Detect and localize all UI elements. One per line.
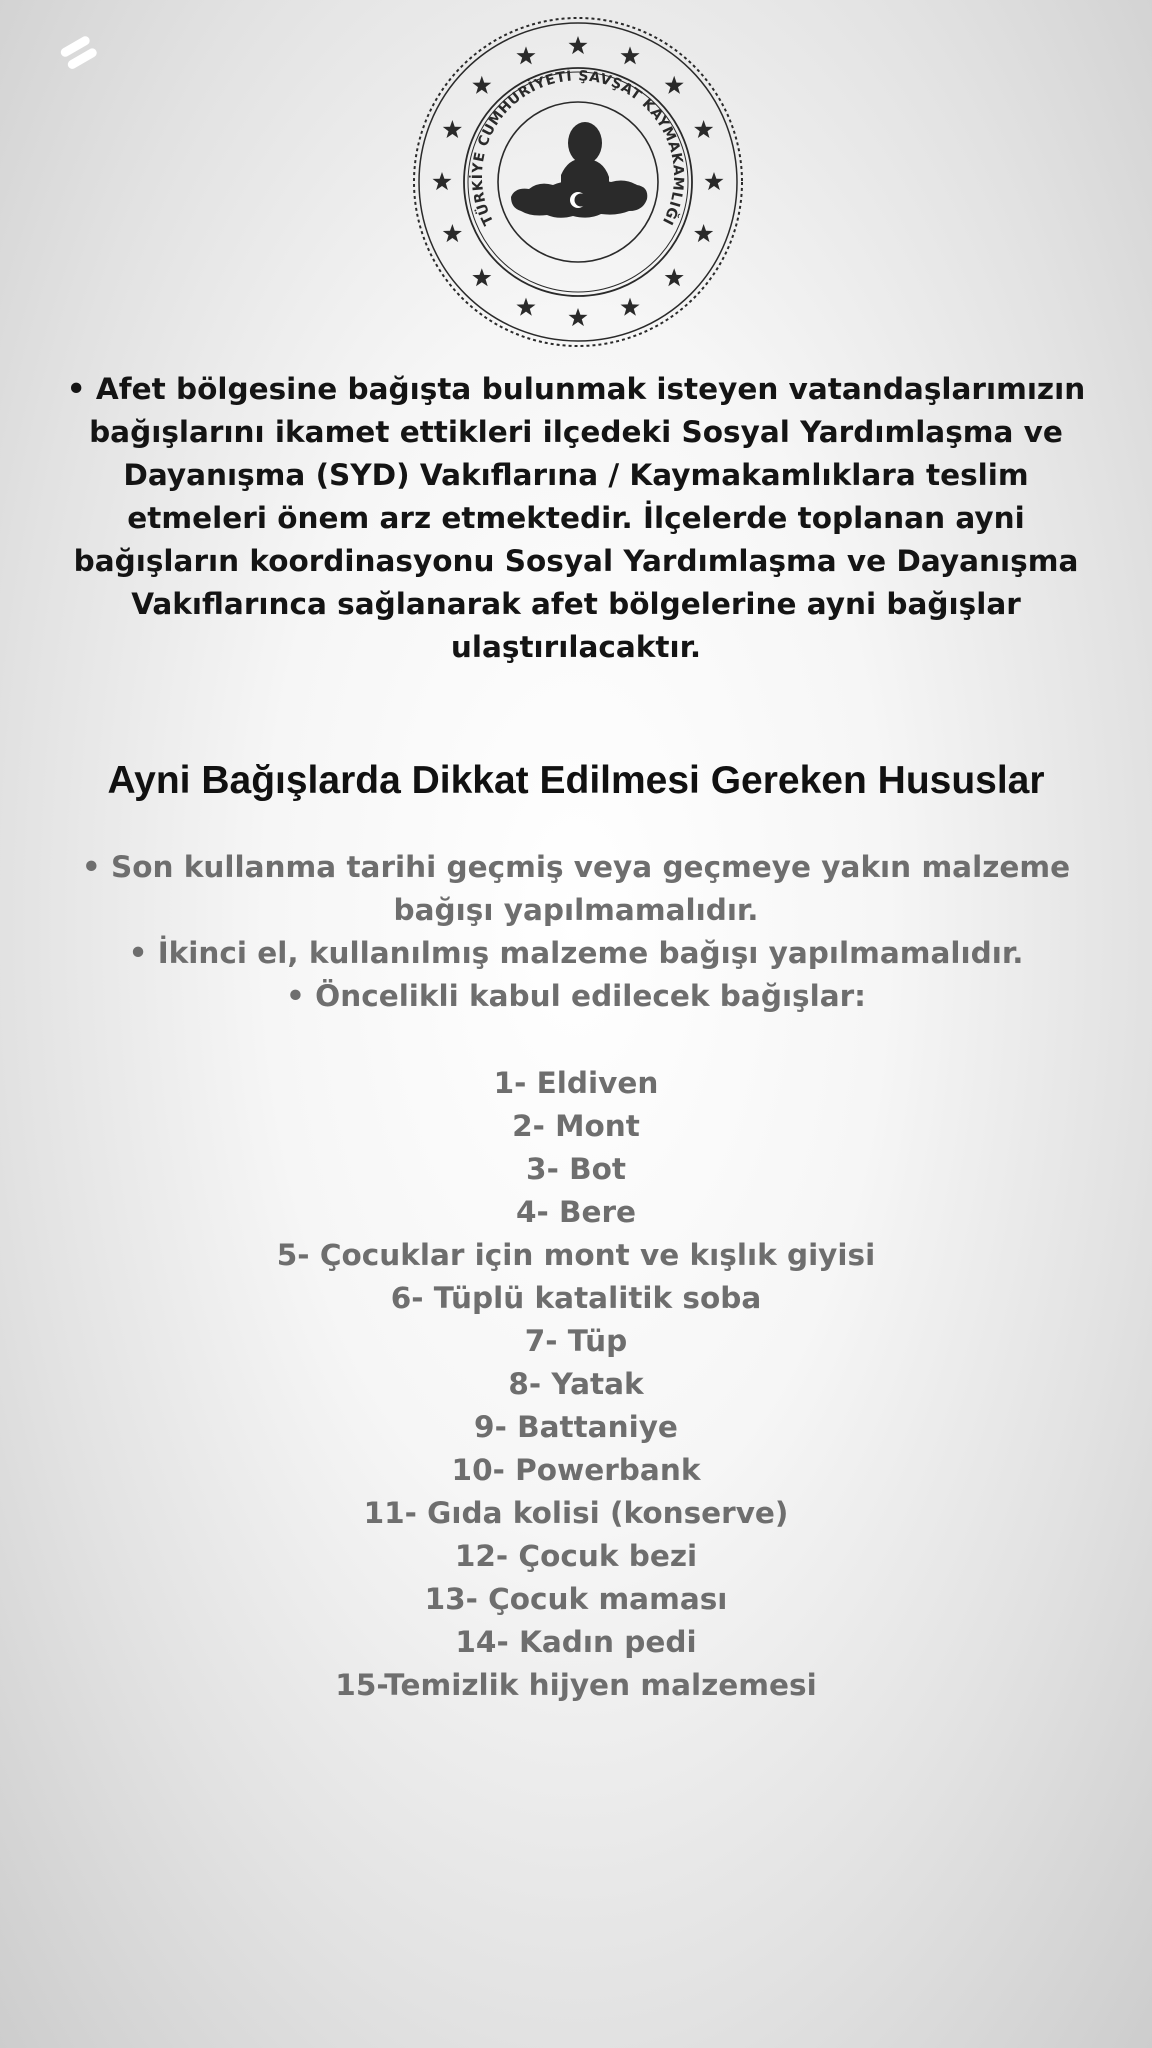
donation-item: 12- Çocuk bezi (454, 1539, 698, 1573)
seal-star-icon (694, 120, 713, 138)
seal-star-icon (694, 224, 713, 242)
donation-item: 5- Çocuklar için mont ve kışlık giyisi (276, 1238, 876, 1272)
notes-list (70, 846, 1082, 1018)
donation-item: 14- Kadın pedi (455, 1625, 697, 1659)
donation-item: 15-Temizlik hijyen malzemesi (335, 1668, 817, 1702)
donation-item: 3- Bot (526, 1152, 626, 1186)
donation-item: 7- Tüp (524, 1324, 628, 1358)
donation-list (140, 1062, 1012, 1707)
stacked-bars-icon[interactable] (56, 30, 102, 76)
donation-item: 2- Mont (512, 1109, 640, 1143)
seal-star-icon (516, 298, 535, 316)
note-item: • İkinci el, kullanılmış malzeme bağışı yapılmamalıdır. (128, 936, 1024, 970)
intro-paragraph: • Afet bölgesine bağışta bulunmak isteyen vatandaşlarımızın bağışlarını ikamet ettikleri ilçedeki Sosyal Yardımlaşma ve Dayanışma (SYD) Vakıflarına / Kaymakamlıklara teslim etmeleri önem arz etmektedir. İlçelerde toplanan ayni bağışların koordinasyonu Sosyal Yardımlaşma ve Dayanışma Vakıflarınca sağlanarak afet bölgelerine ayni bağışlar ulaştırılacaktır. (66, 372, 1086, 664)
seal-star-icon (665, 268, 684, 286)
seal-star-icon (665, 76, 684, 94)
donation-item: 9- Battaniye (474, 1410, 678, 1444)
svg-text:TÜRKİYE CUMHURİYETİ ŞAVŞAT KAY: TÜRKİYE CUMHURİYETİ ŞAVŞAT KAYMAKAMLIĞI (469, 68, 687, 228)
seal-star-icon (569, 36, 588, 54)
seal-star-icon (516, 46, 535, 64)
donation-item: 4- Bere (515, 1195, 637, 1229)
donation-item: 8- Yatak (508, 1367, 644, 1401)
seal-star-icon (472, 76, 491, 94)
seal-star-icon (472, 268, 491, 286)
seal-star-icon (443, 120, 462, 138)
donation-item: 11- Gıda kolisi (konserve) (363, 1496, 789, 1530)
seal-star-icon (705, 172, 724, 190)
seal-star-icon (621, 298, 640, 316)
seal-star-icon (569, 308, 588, 326)
seal-star-icon (443, 224, 462, 242)
seal-star-icon (621, 46, 640, 64)
seal-star-icon (433, 172, 452, 190)
kaymakamlik-seal-icon (411, 15, 745, 349)
section-heading: Ayni Bağışlarda Dikkat Edilmesi Gereken Hususlar (107, 759, 1045, 802)
donation-item: 10- Powerbank (451, 1453, 701, 1487)
donation-item: 13- Çocuk maması (424, 1582, 728, 1616)
donation-item: 6- Tüplü katalitik soba (390, 1281, 762, 1315)
donation-item: 1- Eldiven (493, 1066, 659, 1100)
note-item: • Öncelikli kabul edilecek bağışlar: (286, 979, 866, 1013)
note-item: • Son kullanma tarihi geçmiş veya geçmeye yakın malzeme bağışı yapılmamalıdır. (81, 850, 1071, 927)
